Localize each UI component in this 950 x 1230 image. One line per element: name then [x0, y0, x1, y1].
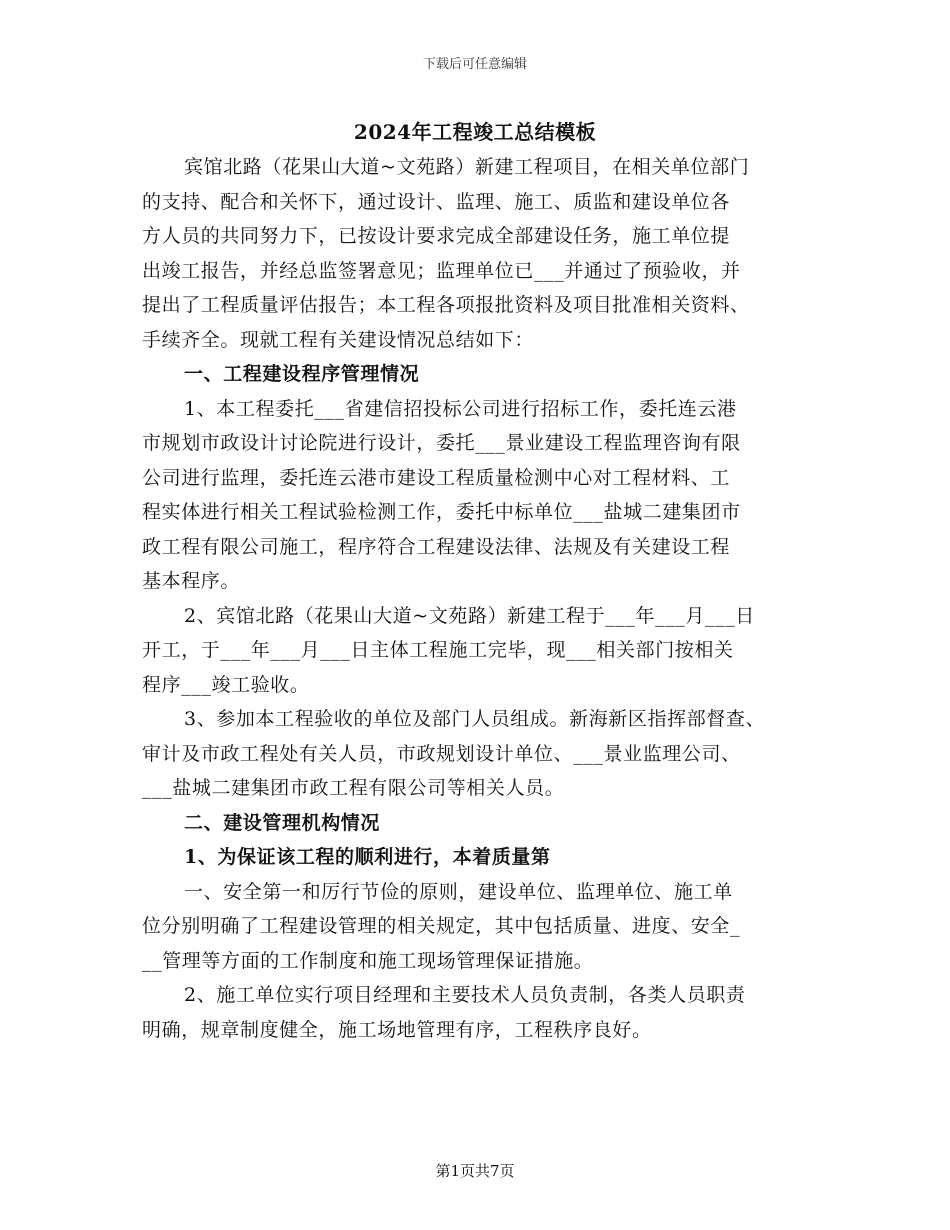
- body-text-line: 2、宾馆北路（花果山大道~文苑路）新建工程于___年___月___日: [184, 604, 755, 627]
- body-text-line: 3、参加本工程验收的单位及部门人员组成。新海新区指挥部督查、: [184, 708, 766, 730]
- document-body: [142, 150, 832, 1047]
- body-text-line: 2、施工单位实行项目经理和主要技术人员负责制，各类人员职责: [184, 984, 746, 1006]
- body-text-line: 宾馆北路（花果山大道~文苑路）新建工程项目，在相关单位部门: [184, 156, 750, 178]
- body-text-line: ___盐城二建集团市政工程有限公司等相关人员。: [142, 777, 565, 799]
- body-text-line: 基本程序。: [142, 570, 241, 592]
- section-heading-line: 二、建设管理机构情况: [184, 811, 381, 834]
- body-text-line: 程实体进行相关工程试验检测工作，委托中标单位___盐城二建集团市: [142, 501, 741, 523]
- body-text-line: 政工程有限公司施工，程序符合工程建设法律、法规及有关建设工程: [142, 535, 731, 558]
- body-text-line: 明确，规章制度健全，施工场地管理有序，工程秩序良好。: [142, 1018, 652, 1041]
- page-footer: 第1页共7页: [435, 1162, 515, 1180]
- body-text-line: 市规划市政设计讨论院进行设计，委托___景业建设工程监理咨询有限: [142, 432, 741, 454]
- page-header: 下载后可任意编辑: [422, 57, 527, 72]
- body-text-line: 开工，于___年___月___日主体工程施工完毕，现___相关部门按相关: [142, 639, 734, 661]
- body-text-line: 方人员的共同努力下，已按设计要求完成全部建设任务，施工单位提: [142, 225, 731, 247]
- body-text-line: 公司进行监理，委托连云港市建设工程质量检测中心对工程材料、工: [142, 466, 731, 489]
- body-text-line: 出竣工报告，并经总监签署意见；监理单位已___并通过了预验收，并: [142, 259, 741, 282]
- body-text-line: 一、安全第一和厉行节俭的原则，建设单位、监理单位、施工单: [184, 880, 733, 903]
- body-text-line: 1、本工程委托___省建信招投标公司进行招标工作，委托连云港: [184, 397, 737, 420]
- body-text-line: __管理等方面的工作制度和施工现场管理保证措施。: [142, 949, 594, 972]
- section-heading-line: 一、工程建设程序管理情况: [184, 363, 420, 385]
- body-text-line: 的支持、配合和关怀下，通过设计、监理、施工、质监和建设单位各: [142, 190, 731, 213]
- body-text-line: 程序___竣工验收。: [142, 673, 310, 696]
- body-text-line: 手续齐全。现就工程有关建设情况总结如下：: [142, 328, 535, 351]
- body-text-line: 提出了工程质量评估报告；本工程各项报批资料及项目批准相关资料、: [142, 294, 750, 316]
- body-text-line: 位分别明确了工程建设管理的相关规定，其中包括质量、进度、安全_: [142, 915, 741, 937]
- body-text-line: 审计及市政工程处有关人员，市政规划设计单位、___景业监理公司、: [142, 742, 741, 765]
- document-title: 2024年工程竣工总结模板: [353, 120, 597, 144]
- section-heading-line: 1、为保证该工程的顺利进行，本着质量第: [184, 846, 551, 868]
